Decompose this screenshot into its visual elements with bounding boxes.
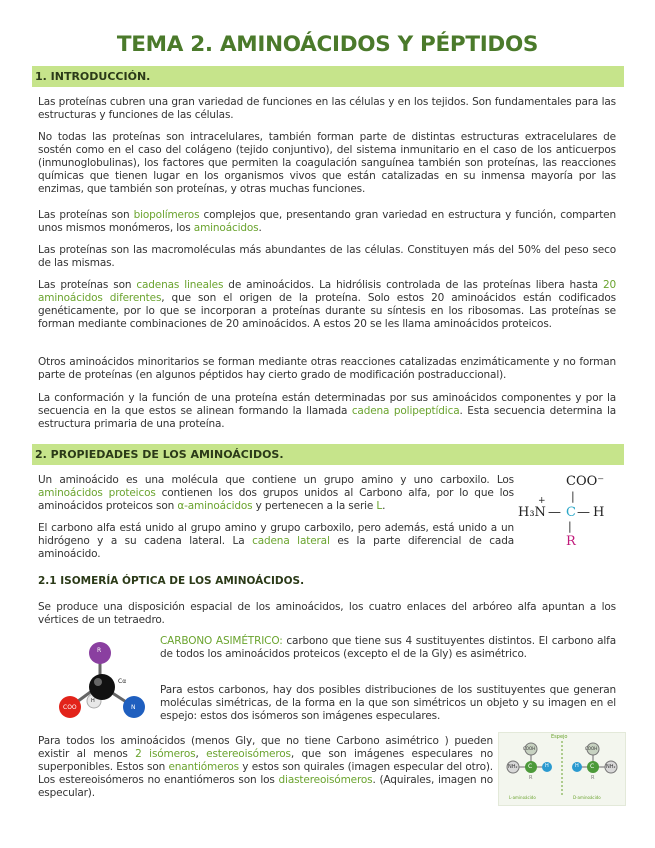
formula-alpha-carbon: C <box>566 505 576 520</box>
page-title: TEMA 2. AMINOÁCIDOS Y PÉPTIDOS <box>116 32 539 57</box>
term-aminoacidos: aminoácidos <box>193 222 259 234</box>
formula-r: R <box>566 534 576 549</box>
subsection-heading-isomeria: 2.1 ISOMERÍA ÓPTICA DE LOS AMINOÁCIDOS. <box>38 575 305 587</box>
paragraph-propiedades-2: El carbono alfa está unido al grupo amino y grupo carboxilo, pero además, está unido a un hidrógeno y a su cadena lateral. La cadena lateral es la parte diferencial de cada aminoácido. <box>38 522 514 560</box>
mirror-h-left: H <box>545 763 549 769</box>
mol-n: N <box>131 704 136 711</box>
term-cadenas-lineales: cadenas lineales <box>136 279 224 291</box>
mirror-right-caption: D-aminoácido <box>573 795 601 800</box>
paragraph-intro-6: Otros aminoácidos minoritarios se forman mediante otras reacciones catalizadas enzimáticamente y no forman parte de proteínas (en algunos péptidos hay cierto grado de modificación postraduccional). <box>38 356 616 381</box>
mirror-left-caption: L-aminoácido <box>509 795 536 800</box>
term-diastereoisomeros: diastereoisómeros <box>278 774 373 786</box>
mirror-h-right: H <box>575 763 579 769</box>
mirror-c-left: C <box>528 763 533 770</box>
term-serie-l: L <box>376 500 383 512</box>
paragraph-intro-5: Las proteínas son cadenas lineales de aminoácidos. La hidrólisis controlada de las proteínas libera hasta 20 aminoácidos diferentes, que son el origen de la proteína. Solo estos 20 aminoácidos están codificados genéticamente, por lo que se incorporan a proteínas durante su síntesis en los ribosomas. Las proteínas se forman mediante combinaciones de 20 aminoácidos. A estos 20 se les llama aminoácidos proteicos. <box>38 279 617 330</box>
paragraph-intro-3: Las proteínas son biopolímeros complejos que, presentando gran variedad en estructura y función, comparten unos mismos monómeros, los aminoácidos. <box>38 209 616 234</box>
mirror-nh-right: NH₂ <box>606 764 616 770</box>
paragraph-carbono-asimetrico: CARBONO ASIMÉTRICO: carbono que tiene sus 4 sustituyentes distintos. El carbono alfa de todos los aminoácidos proteicos (excepto el de la Gly) es asimétrico. <box>160 635 616 660</box>
formula-coo: COO⁻ <box>566 474 605 489</box>
section-heading-propiedades: 2. PROPIEDADES DE LOS AMINOÁCIDOS. <box>32 444 624 465</box>
paragraph-intro-2: No todas las proteínas son intracelulares, también forman parte de distintas estructuras extracelulares de sostén como en el caso del colágeno (tejido conjuntivo), del sistema inmunitario en el caso de los anticuerpos (inmunoglobulinas), los factores que permiten la coagulación sanguínea también son proteínas, las reacciones químicas que tienen lugar en los organismos vivos que están catalizadas en su inmensa mayoría por las enzimas, que también son proteínas, y otras muchas funciones. <box>38 131 616 195</box>
formula-plus: + <box>538 496 546 506</box>
term-alfa-aminoacidos: α-aminoácidos <box>177 500 253 512</box>
term-cadena-lateral: cadena lateral <box>252 535 330 547</box>
paragraph-propiedades-1: Un aminoácido es una molécula que contiene un grupo amino y uno carboxilo. Los aminoácidos proteicos contienen los dos grupos unidos al Carbono alfa, por lo que los aminoácidos proteicos son α-aminoácidos y pertenecen a la serie L. <box>38 474 514 512</box>
term-2-isomeros: 2 isómeros <box>135 748 196 760</box>
mirror-coo-right: COOH <box>585 746 598 751</box>
term-biopolimeros: biopolímeros <box>133 209 200 221</box>
paragraph-intro-1: Las proteínas cubren una gran variedad de funciones en las células y en los tejidos. Son fundamentales para las estructuras y funciones de las células. <box>38 96 616 121</box>
mirror-isomers-illustration <box>498 732 626 806</box>
paragraph-intro-4: Las proteínas son las macromoléculas más abundantes de las células. Constituyen más del 50% del peso seco de las mismas. <box>38 244 616 269</box>
tetrahedral-molecule-illustration <box>48 635 153 735</box>
mol-r: R <box>97 647 102 654</box>
mol-h: H <box>91 698 95 704</box>
term-estereoisomeros: estereoisómeros <box>206 748 291 760</box>
term-carbono-asimetrico: CARBONO ASIMÉTRICO: <box>160 635 283 647</box>
section-heading-introduccion: 1. INTRODUCCIÓN. <box>32 66 624 87</box>
paragraph-imagenes-especulares: Para estos carbonos, hay dos posibles distribuciones de los sustituyentes que generan moléculas simétricas, de la forma en la que son simétricos un objeto y su imagen en el espejo: estos dos isómeros son imágenes especulares. <box>160 684 616 722</box>
mirror-nh-left: NH₂ <box>508 764 518 770</box>
term-enantiomeros: enantiómeros <box>168 761 239 773</box>
mirror-r-left: R <box>529 775 533 781</box>
mirror-r-right: R <box>591 775 595 781</box>
formula-h: H <box>593 505 605 520</box>
term-aminoacidos-proteicos: aminoácidos proteicos <box>38 487 156 499</box>
amino-acid-formula: COO⁻ | + H₃N — C — H | R <box>518 474 605 549</box>
mirror-label: Espejo <box>551 734 568 740</box>
mirror-coo-left: COOH <box>523 746 536 751</box>
term-cadena-polipeptidica: cadena polipeptídica <box>351 405 460 417</box>
mol-ca: Cα <box>118 678 127 685</box>
formula-nh3: H₃N <box>518 505 546 520</box>
mirror-c-right: C <box>590 763 595 770</box>
paragraph-isomeros: Para todos los aminoácidos (menos Gly, que no tiene Carbono asimétrico ) pueden existir al menos 2 isómeros, estereoisómeros, que son imágenes especulares no superponibles. Estos son enantiómeros y estos son quirales (imagen especular del otro). Los estereoisómeros no enantiómeros son los diastereoisómeros. (Aquirales, imagen no especular). <box>38 735 494 799</box>
paragraph-intro-7: La conformación y la función de una proteína están determinadas por sus aminoácidos componentes y por la secuencia en la que estos se alinean formando la llamada cadena polipeptídica. Esta secuencia determina la estructura primaria de una proteína. <box>38 392 616 430</box>
mol-coo: COO <box>63 704 77 711</box>
paragraph-isomeria-1: Se produce una disposición espacial de los aminoácidos, los cuatro enlaces del arbóreo alfa apuntan a los vértices de un tetraedro. <box>38 601 616 626</box>
term-20-aminoacidos: 20 aminoácidos diferentes <box>38 279 616 304</box>
